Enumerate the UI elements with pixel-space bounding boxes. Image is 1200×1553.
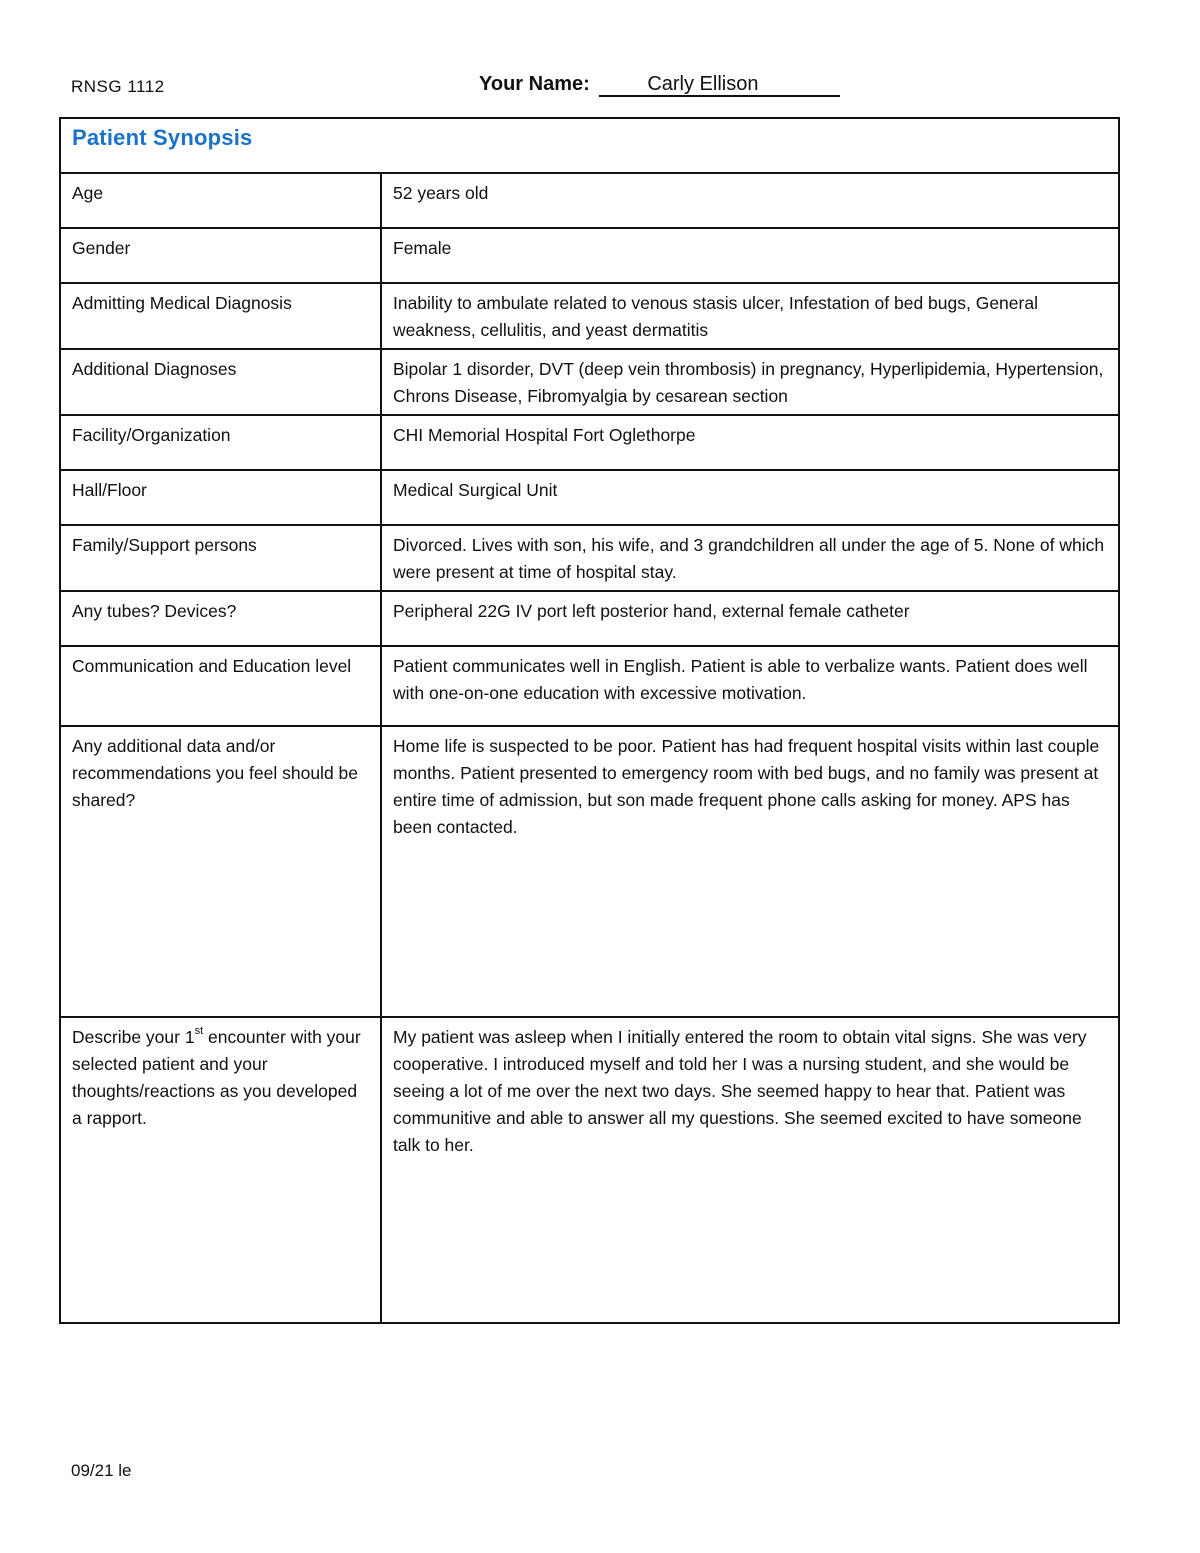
table-row bbox=[60, 415, 1119, 470]
row-label: Gender bbox=[60, 228, 381, 283]
row-label: Communication and Education level bbox=[60, 646, 381, 726]
table-row bbox=[60, 173, 1119, 228]
row-label: Admitting Medical Diagnosis bbox=[60, 283, 381, 349]
row-value: Medical Surgical Unit bbox=[381, 470, 1119, 525]
name-value: Carly Ellison bbox=[599, 73, 840, 97]
row-label-pre: Describe your 1 bbox=[72, 1027, 195, 1047]
name-line bbox=[479, 73, 840, 97]
row-label: Additional Diagnoses bbox=[60, 349, 381, 415]
table-title-cell bbox=[60, 118, 1119, 173]
table-row bbox=[60, 591, 1119, 646]
table-row bbox=[60, 470, 1119, 525]
row-label: Any tubes? Devices? bbox=[60, 591, 381, 646]
name-label: Your Name: bbox=[479, 73, 590, 95]
table-row bbox=[60, 228, 1119, 283]
table-row bbox=[60, 283, 1119, 349]
row-value: 52 years old bbox=[381, 173, 1119, 228]
row-value: My patient was asleep when I initially entered the room to obtain vital signs. She was very cooperative. I introduced myself and told her I was a nursing student, and she would be seeing a lot of me over the next two days. She seemed happy to hear that. Patient was communitive and able to answer all my questions. She seemed excited to have someone talk to her. bbox=[381, 1017, 1119, 1323]
table-header-row bbox=[60, 118, 1119, 173]
table-row bbox=[60, 646, 1119, 726]
table-title: Patient Synopsis bbox=[72, 125, 253, 150]
row-label-post: encounter with your selected patient and your thoughts/reactions as you developed a rapport. bbox=[72, 1027, 361, 1128]
table-row bbox=[60, 726, 1119, 1017]
row-label bbox=[60, 1017, 381, 1323]
row-label: Age bbox=[60, 173, 381, 228]
row-value: Female bbox=[381, 228, 1119, 283]
row-value: Home life is suspected to be poor. Patient has had frequent hospital visits within last couple months. Patient presented to emergency room with bed bugs, and no family was present at entire time of admission, but son made frequent phone calls asking for money. APS has been contacted. bbox=[381, 726, 1119, 1017]
row-label-sup: st bbox=[194, 1025, 204, 1038]
row-value: Divorced. Lives with son, his wife, and 3 grandchildren all under the age of 5. None of which were present at time of hospital stay. bbox=[381, 525, 1119, 591]
table-row bbox=[60, 349, 1119, 415]
row-label: Hall/Floor bbox=[60, 470, 381, 525]
patient-synopsis-table bbox=[59, 117, 1120, 1324]
row-value: Inability to ambulate related to venous stasis ulcer, Infestation of bed bugs, General weakness, cellulitis, and yeast dermatitis bbox=[381, 283, 1119, 349]
footer-text: 09/21 le bbox=[71, 1461, 132, 1480]
row-label: Family/Support persons bbox=[60, 525, 381, 591]
row-label: Facility/Organization bbox=[60, 415, 381, 470]
row-value: Peripheral 22G IV port left posterior hand, external female catheter bbox=[381, 591, 1119, 646]
row-value: Patient communicates well in English. Patient is able to verbalize wants. Patient does well with one-on-one education with excessive motivation. bbox=[381, 646, 1119, 726]
row-value: Bipolar 1 disorder, DVT (deep vein thrombosis) in pregnancy, Hyperlipidemia, Hypertension, Chrons Disease, Fibromyalgia by cesarean section bbox=[381, 349, 1119, 415]
table-row bbox=[60, 1017, 1119, 1323]
course-code: RNSG 1112 bbox=[71, 77, 165, 96]
row-value: CHI Memorial Hospital Fort Oglethorpe bbox=[381, 415, 1119, 470]
table-row bbox=[60, 525, 1119, 591]
row-label: Any additional data and/or recommendations you feel should be shared? bbox=[60, 726, 381, 1017]
